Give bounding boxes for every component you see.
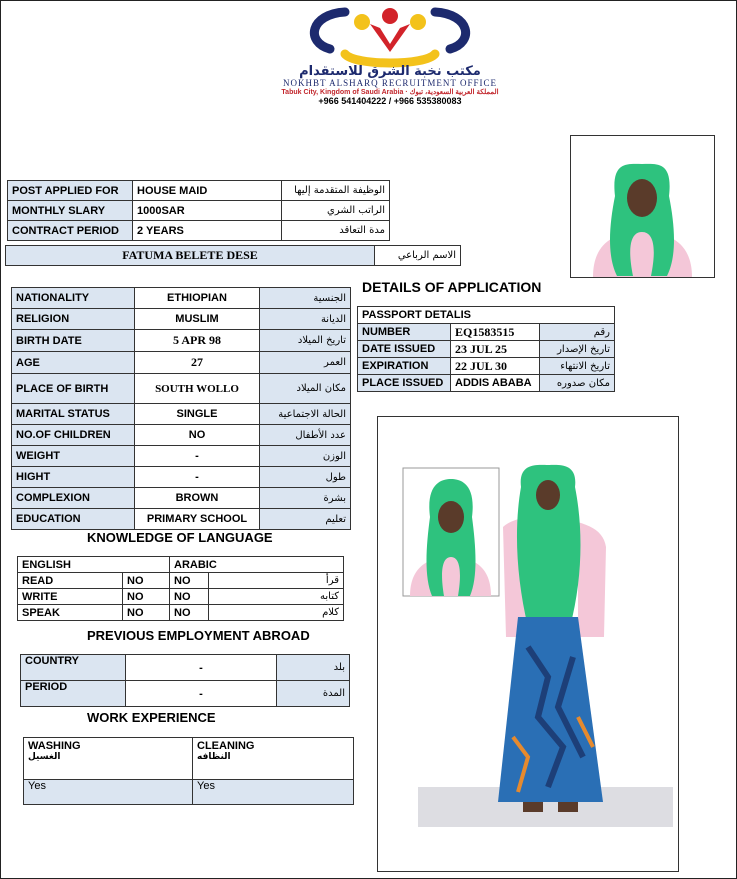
job-label: CONTRACT PERIOD <box>8 221 133 241</box>
language-english-value: NO <box>123 589 170 605</box>
job-value: HOUSE MAID <box>133 181 282 201</box>
job-label-arabic: مدة التعاقد <box>282 221 390 241</box>
job-label-arabic: الوظيفة المتقدمة إليها <box>282 181 390 201</box>
personal-value: SOUTH WOLLO <box>135 374 260 404</box>
passport-label-arabic: مكان صدوره <box>540 375 615 392</box>
personal-label-arabic: العمر <box>260 352 351 374</box>
personal-label: HIGHT <box>12 467 135 488</box>
table-row <box>18 589 344 605</box>
personal-value: PRIMARY SCHOOL <box>135 509 260 530</box>
name-label-arabic: الاسم الرباعي <box>375 246 461 266</box>
table-row <box>358 341 615 358</box>
office-location: Tabuk City, Kingdom of Saudi Arabia · المملكة العربية السعودية، تبوك <box>281 89 499 96</box>
employment-label: PERIOD <box>21 681 126 707</box>
language-arabic-header: ARABIC <box>170 557 344 573</box>
job-value: 1000SAR <box>133 201 282 221</box>
table-row <box>12 352 351 374</box>
personal-label-arabic: بشرة <box>260 488 351 509</box>
language-arabic-value: NO <box>170 589 209 605</box>
language-english-value: NO <box>123 573 170 589</box>
applicant-full-body-photo <box>377 416 679 872</box>
table-row <box>358 375 615 392</box>
personal-value: NO <box>135 425 260 446</box>
personal-value: 27 <box>135 352 260 374</box>
job-label: MONTHLY SLARY <box>8 201 133 221</box>
table-row <box>12 509 351 530</box>
experience-value: Yes <box>24 780 193 805</box>
employment-table <box>20 654 350 707</box>
applicant-full-name: FATUMA BELETE DESE <box>6 246 375 266</box>
applicant-portrait-photo <box>570 135 715 278</box>
office-name-arabic: مكتب نخبة الشرق للاستقدام <box>299 64 481 79</box>
passport-label: EXPIRATION <box>358 358 451 375</box>
passport-label: NUMBER <box>358 324 451 341</box>
personal-label-arabic: الحالة الاجتماعية <box>260 404 351 425</box>
table-row <box>12 446 351 467</box>
language-arabic-value: NO <box>170 573 209 589</box>
language-skill-label: READ <box>18 573 123 589</box>
language-skill-label: WRITE <box>18 589 123 605</box>
name-table <box>5 245 461 266</box>
personal-value: SINGLE <box>135 404 260 425</box>
personal-label: MARITAL STATUS <box>12 404 135 425</box>
personal-label-arabic: طول <box>260 467 351 488</box>
table-row <box>12 467 351 488</box>
experience-label-arabic: النظافه <box>197 752 231 762</box>
table-row <box>18 605 344 621</box>
personal-value: - <box>135 467 260 488</box>
personal-label: PLACE OF BIRTH <box>12 374 135 404</box>
personal-label-arabic: تاريخ الميلاد <box>260 330 351 352</box>
personal-label-arabic: الوزن <box>260 446 351 467</box>
personal-label-arabic: تعليم <box>260 509 351 530</box>
personal-value: BROWN <box>135 488 260 509</box>
passport-label: PLACE ISSUED <box>358 375 451 392</box>
employment-title: PREVIOUS EMPLOYMENT ABROAD <box>87 628 310 643</box>
employment-label-arabic: بلد <box>277 655 350 681</box>
table-row <box>12 309 351 330</box>
experience-value: Yes <box>193 780 354 805</box>
experience-item <box>24 738 193 780</box>
table-row <box>8 201 390 221</box>
table-row <box>18 573 344 589</box>
table-row <box>6 246 461 266</box>
personal-label: AGE <box>12 352 135 374</box>
language-skill-arabic: كتابه <box>209 589 344 605</box>
logo <box>300 4 480 68</box>
experience-item <box>193 738 354 780</box>
job-value: 2 YEARS <box>133 221 282 241</box>
passport-value: 22 JUL 30 <box>451 358 540 375</box>
personal-label: BIRTH DATE <box>12 330 135 352</box>
employment-label-arabic: المدة <box>277 681 350 707</box>
table-row <box>21 681 350 707</box>
table-row <box>8 181 390 201</box>
table-row <box>12 488 351 509</box>
job-table <box>7 180 390 241</box>
language-english-header: ENGLISH <box>18 557 170 573</box>
office-name-english: NOKHBT ALSHARQ RECRUITMENT OFFICE <box>283 78 497 88</box>
passport-value: ADDIS ABABA <box>451 375 540 392</box>
table-row <box>8 221 390 241</box>
personal-label: NATIONALITY <box>12 288 135 309</box>
personal-label-arabic: الجنسية <box>260 288 351 309</box>
employment-value: - <box>126 655 277 681</box>
job-label: POST APPLIED FOR <box>8 181 133 201</box>
personal-label: NO.OF CHILDREN <box>12 425 135 446</box>
application-title: DETAILS OF APPLICATION <box>362 279 542 295</box>
language-skill-arabic: كلام <box>209 605 344 621</box>
personal-value: - <box>135 446 260 467</box>
office-phones: +966 541404222 / +966 535380083 <box>318 96 462 106</box>
passport-label: DATE ISSUED <box>358 341 451 358</box>
table-row <box>358 324 615 341</box>
personal-value: 5 APR 98 <box>135 330 260 352</box>
table-row <box>12 425 351 446</box>
passport-value: 23 JUL 25 <box>451 341 540 358</box>
experience-label-arabic: الغسيل <box>28 752 61 762</box>
personal-label: EDUCATION <box>12 509 135 530</box>
language-title: KNOWLEDGE OF LANGUAGE <box>87 530 273 545</box>
personal-label: RELIGION <box>12 309 135 330</box>
experience-table <box>23 737 354 805</box>
personal-value: ETHIOPIAN <box>135 288 260 309</box>
personal-label-arabic: عدد الأطفال <box>260 425 351 446</box>
employment-label: COUNTRY <box>21 655 126 681</box>
table-row <box>24 738 354 780</box>
personal-label-arabic: الديانة <box>260 309 351 330</box>
experience-label: WASHING <box>28 740 81 752</box>
passport-label-arabic: رقم <box>540 324 615 341</box>
passport-label-arabic: تاريخ الإصدار <box>540 341 615 358</box>
experience-title: WORK EXPERIENCE <box>87 710 216 725</box>
table-row <box>358 307 615 324</box>
experience-label: CLEANING <box>197 740 255 752</box>
employment-value: - <box>126 681 277 707</box>
table-row <box>12 374 351 404</box>
passport-table <box>357 306 615 392</box>
table-row <box>12 404 351 425</box>
personal-details-table <box>11 287 351 530</box>
personal-label: WEIGHT <box>12 446 135 467</box>
table-row <box>21 655 350 681</box>
personal-label: COMPLEXION <box>12 488 135 509</box>
passport-title: PASSPORT DETALIS <box>358 307 615 324</box>
table-row <box>358 358 615 375</box>
table-row <box>18 557 344 573</box>
passport-label-arabic: تاريخ الانتهاء <box>540 358 615 375</box>
personal-value: MUSLIM <box>135 309 260 330</box>
language-skill-arabic: قرأ <box>209 573 344 589</box>
table-row <box>12 330 351 352</box>
language-english-value: NO <box>123 605 170 621</box>
personal-label-arabic: مكان الميلاد <box>260 374 351 404</box>
language-table <box>17 556 344 621</box>
table-row <box>12 288 351 309</box>
passport-value: EQ1583515 <box>451 324 540 341</box>
job-label-arabic: الراتب الشري <box>282 201 390 221</box>
language-skill-label: SPEAK <box>18 605 123 621</box>
table-row <box>24 780 354 805</box>
language-arabic-value: NO <box>170 605 209 621</box>
